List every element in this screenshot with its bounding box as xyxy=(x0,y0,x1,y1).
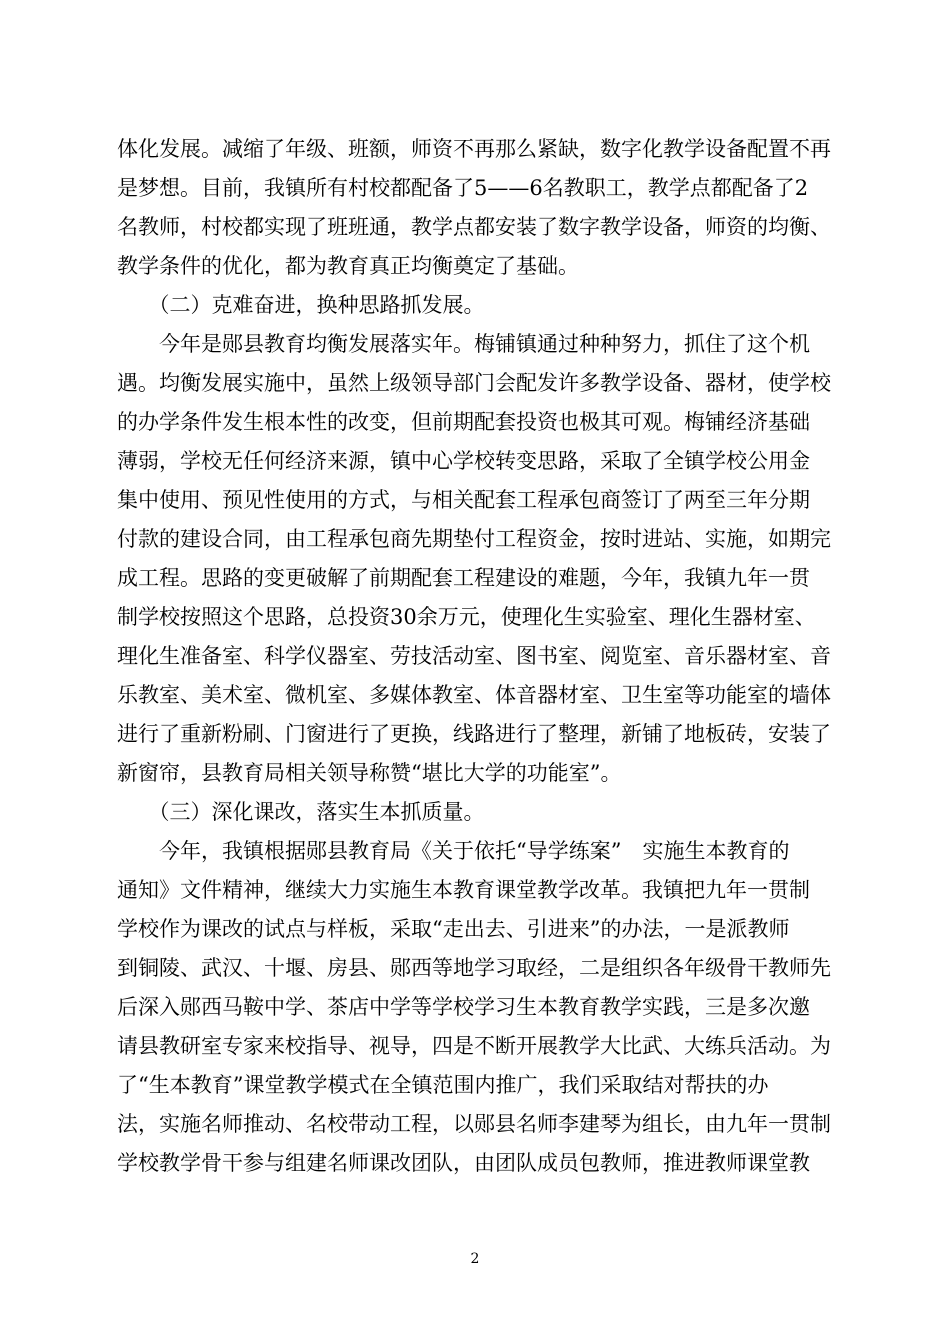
text-line: 理化生准备室、科学仪器室、劳技活动室、图书室、阅览室、音乐器材室、音 xyxy=(117,644,831,668)
section-heading: （三）深化课改，落实生本抓质量。 xyxy=(117,800,485,824)
text-line: 进行了重新粉刷、门窗进行了更换，线路进行了整理，新铺了地板砖，安装了 xyxy=(117,722,831,746)
text-line: 是梦想。目前，我镇所有村校都配备了5——6名教职工，教学点都配备了2 xyxy=(117,176,809,200)
text-line: 后深入郧西马鞍中学、茶店中学等学校学习生本教育教学实践，三是多次邀 xyxy=(117,995,810,1019)
text-line: 到铜陵、武汉、十堰、房县、郧西等地学习取经，二是组织各年级骨干教师先 xyxy=(117,956,831,980)
text-line: 体化发展。减缩了年级、班额，师资不再那么紧缺，数字化教学设备配置不再 xyxy=(117,137,831,161)
text-line: 法，实施名师推动、名校带动工程，以郧县名师李建琴为组长，由九年一贯制 xyxy=(117,1112,831,1136)
text-line: 今年，我镇根据郧县教育局《关于依托“导学练案” 实施生本教育的 xyxy=(117,839,790,863)
text-line: 名教师，村校都实现了班班通，教学点都安装了数字教学设备，师资的均衡、 xyxy=(117,215,831,239)
page-number: 2 xyxy=(470,1251,480,1267)
section-heading: （二）克难奋进，换种思路抓发展。 xyxy=(117,293,485,317)
text-line: 请县教研室专家来校指导、视导，四是不断开展教学大比武、大练兵活动。为 xyxy=(117,1034,831,1058)
text-line: 制学校按照这个思路，总投资30余万元，使理化生实验室、理化生器材室、 xyxy=(117,605,816,629)
text-line: 了“生本教育”课堂教学模式在全镇范围内推广，我们采取结对帮扶的办 xyxy=(117,1073,769,1097)
text-line: 成工程。思路的变更破解了前期配套工程建设的难题，今年，我镇九年一贯 xyxy=(117,566,810,590)
text-line: 薄弱，学校无任何经济来源，镇中心学校转变思路，采取了全镇学校公用金 xyxy=(117,449,810,473)
text-line: 乐教室、美术室、微机室、多媒体教室、体音器材室、卫生室等功能室的墙体 xyxy=(117,683,831,707)
text-line: 今年是郧县教育均衡发展落实年。梅铺镇通过种种努力，抓住了这个机 xyxy=(117,332,810,356)
text-line: 的办学条件发生根本性的改变，但前期配套投资也极其可观。梅铺经济基础 xyxy=(117,410,810,434)
text-line: 学校教学骨干参与组建名师课改团队，由团队成员包教师，推进教师课堂教 xyxy=(117,1151,810,1175)
text-line: 教学条件的优化，都为教育真正均衡奠定了基础。 xyxy=(117,254,579,278)
text-line: 新窗帘，县教育局相关领导称赞“堪比大学的功能室”。 xyxy=(117,761,622,785)
text-line: 遇。均衡发展实施中，虽然上级领导部门会配发许多教学设备、器材，使学校 xyxy=(117,371,831,395)
text-line: 学校作为课改的试点与样板，采取“走出去、引进来”的办法，一是派教师 xyxy=(117,917,790,941)
text-line: 通知》文件精神，继续大力实施生本教育课堂教学改革。我镇把九年一贯制 xyxy=(117,878,810,902)
text-line: 集中使用、预见性使用的方式，与相关配套工程承包商签订了两至三年分期 xyxy=(117,488,810,512)
text-line: 付款的建设合同，由工程承包商先期垫付工程资金，按时进站、实施，如期完 xyxy=(117,527,831,551)
